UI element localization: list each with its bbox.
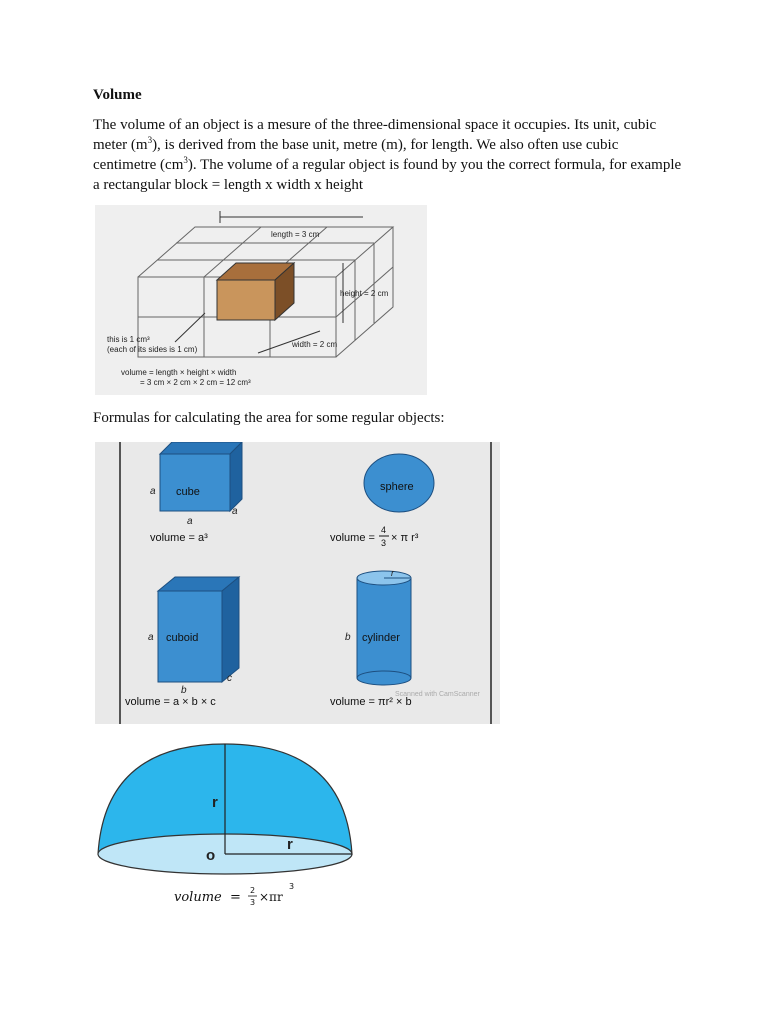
unit-note-line2: (each of its sides is 1 cm): [107, 345, 198, 354]
cylinder-shape: [357, 571, 411, 685]
sphere-formula-suffix: × π r³: [391, 532, 419, 544]
cube-label: cube: [176, 486, 200, 498]
cylinder-label: cylinder: [362, 632, 400, 644]
superscript: 3: [147, 135, 153, 145]
formulas-label: Formulas for calculating the area for some regular objects:: [93, 410, 445, 426]
intro-paragraph: [93, 115, 683, 195]
sphere-denominator: 3: [381, 538, 387, 548]
hemisphere-formula-eq: =: [230, 890, 241, 905]
watermark: Scanned with CamScanner: [395, 691, 480, 698]
paragraph-part: ), is derived from the base unit, metre (m), for length. We also often use cubic centimetre (cm: [93, 137, 619, 173]
hemisphere-numerator: 2: [250, 886, 256, 895]
length-label: length = 3 cm: [271, 230, 320, 239]
superscript: 3: [183, 155, 188, 165]
sphere-formula-prefix: volume =: [330, 532, 375, 544]
block-figure: [95, 205, 427, 395]
width-label: width = 2 cm: [292, 340, 338, 349]
hemisphere-exponent: 3: [289, 882, 295, 891]
paragraph-part: The volume of an object is a mesure of the three-dimensional space it occupies. Its unit, cubic meter (m: [93, 117, 657, 153]
center-label: o: [206, 847, 216, 864]
block-formula-line2: = 3 cm × 2 cm × 2 cm = 12 cm³: [140, 378, 251, 387]
cylinder-height-b: b: [345, 632, 351, 643]
hemisphere-denominator: 3: [250, 898, 256, 907]
unit-cube: [217, 263, 294, 320]
cuboid-label: cuboid: [166, 632, 199, 644]
cube-side-a: a: [232, 506, 238, 517]
paragraph-part: ). The volume of a regular object is found by you the correct formula, for example a rectangular block = length x width x height: [93, 157, 682, 193]
block-formula-line1: volume = length × height × width: [121, 368, 237, 377]
hemisphere-formula-rhs: ×πr: [259, 890, 283, 904]
section-heading: Volume: [93, 87, 142, 103]
hemisphere-formula-lhs: volume: [174, 890, 222, 905]
cuboid-shape: [158, 577, 239, 682]
cuboid-side-b: b: [181, 685, 187, 696]
cylinder-radius-r: r: [391, 568, 394, 578]
sphere-label: sphere: [380, 481, 414, 493]
radius-label-horizontal: r: [287, 836, 293, 853]
sphere-numerator: 4: [381, 525, 387, 535]
hemisphere-figure: [95, 742, 357, 922]
cuboid-formula: volume = a × b × c: [125, 696, 216, 708]
cuboid-side-c: c: [227, 673, 232, 684]
shapes-figure: [95, 442, 500, 724]
cylinder-formula: volume = πr² × b: [330, 696, 412, 708]
cube-side-a: a: [150, 486, 156, 497]
cuboid-side-a: a: [148, 632, 154, 643]
cube-side-a: a: [187, 516, 193, 527]
unit-note-line1: this is 1 cm³: [107, 335, 150, 344]
cube-formula: volume = a³: [150, 532, 208, 544]
radius-label-vertical: r: [212, 794, 218, 811]
height-label: height = 2 cm: [340, 289, 389, 298]
cube-shape: [160, 442, 242, 511]
